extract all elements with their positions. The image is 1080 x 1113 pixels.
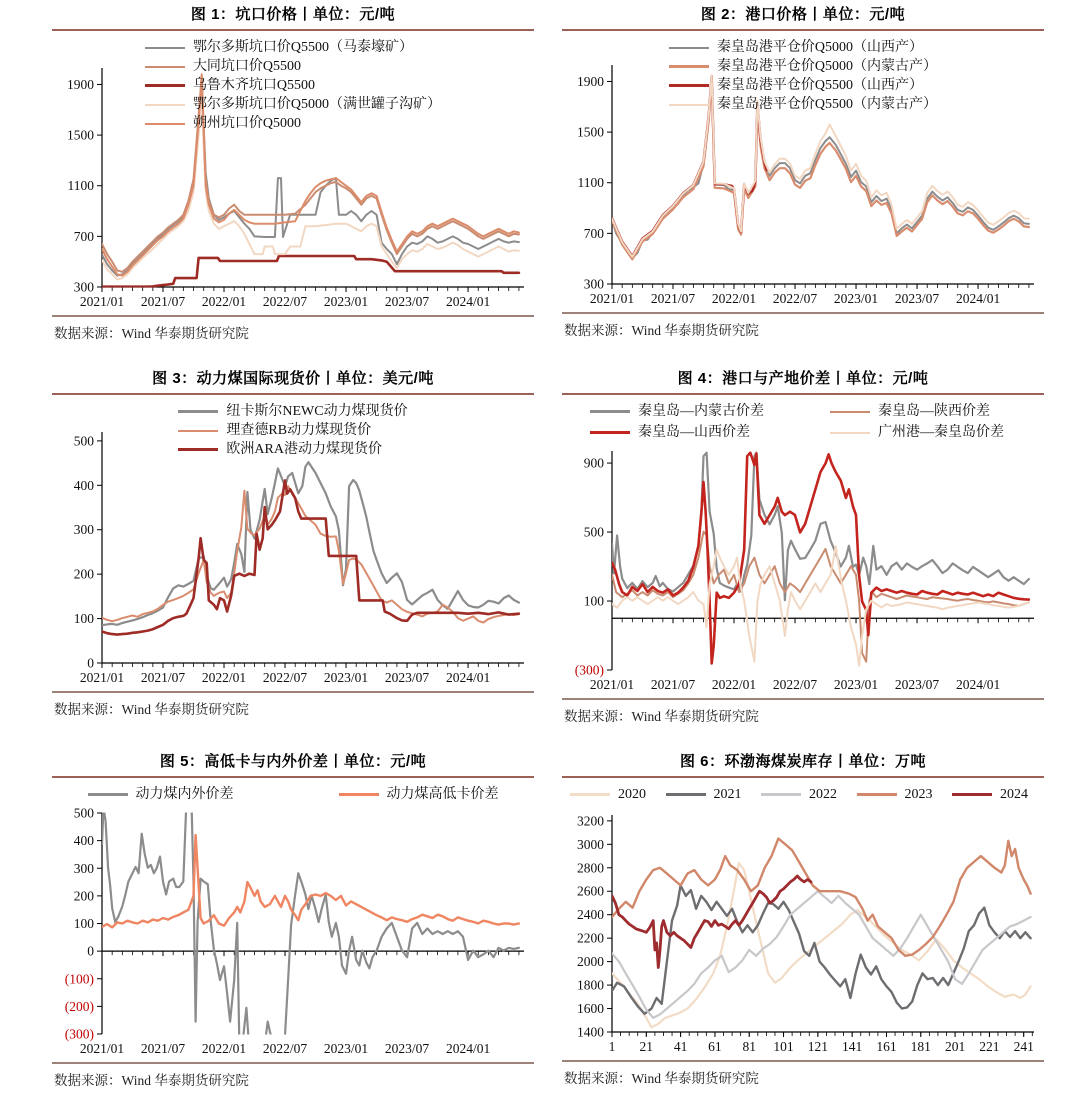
legend-label: 动力煤内外价差 (135, 787, 234, 802)
plot-area (52, 402, 534, 689)
legend-swatch (145, 104, 185, 106)
legend-swatch (666, 793, 706, 795)
legend-label: 2020 (618, 787, 646, 802)
svg-text:2021/01: 2021/01 (79, 294, 125, 309)
legend-label: 2023 (904, 787, 933, 802)
svg-text:1500: 1500 (67, 127, 94, 143)
svg-text:21: 21 (639, 1039, 654, 1054)
svg-text:2021/07: 2021/07 (140, 670, 186, 685)
legend-label: 纽卡斯尔NEWC动力煤现货价 (226, 404, 408, 419)
title-rule (562, 776, 1044, 778)
legend-swatch (830, 432, 870, 434)
legend-item (145, 76, 315, 95)
legend-item (590, 423, 830, 442)
title-rule (562, 29, 1044, 31)
svg-text:2024/01: 2024/01 (955, 291, 1001, 306)
svg-text:2400: 2400 (577, 907, 604, 923)
legend-item (178, 440, 382, 459)
svg-text:2024/01: 2024/01 (445, 294, 491, 309)
svg-text:2022/01: 2022/01 (201, 670, 247, 685)
legend-item (145, 95, 441, 114)
legend-item (669, 38, 923, 57)
legend-swatch (830, 411, 870, 413)
legend-label: 理查德RB动力煤现货价 (226, 423, 372, 438)
svg-text:2022/01: 2022/01 (201, 294, 247, 309)
svg-text:2000: 2000 (577, 954, 604, 970)
line-chart (52, 425, 534, 689)
legend-swatch (178, 448, 218, 451)
svg-text:2022/07: 2022/07 (262, 1041, 308, 1056)
svg-text:221: 221 (979, 1039, 1000, 1054)
svg-text:201: 201 (944, 1039, 966, 1054)
svg-text:2021/01: 2021/01 (79, 670, 125, 685)
svg-text:500: 500 (73, 805, 94, 821)
legend (178, 402, 407, 459)
svg-text:1800: 1800 (577, 977, 604, 993)
svg-text:2023/01: 2023/01 (323, 294, 369, 309)
legend-label: 动力煤高低卡价差 (386, 787, 499, 802)
legend-label: 朔州坑口价Q5000 (192, 116, 302, 131)
legend-item (145, 114, 301, 133)
svg-text:(100): (100) (64, 971, 94, 987)
legend-label: 欧洲ARA港动力煤现货价 (226, 442, 382, 457)
legend-label: 鄂尔多斯坑口价Q5500（马泰壕矿） (192, 40, 414, 55)
legend-item (145, 57, 301, 76)
svg-text:0: 0 (87, 943, 94, 959)
plot-area (562, 785, 1044, 1058)
legend (562, 402, 1044, 442)
svg-text:1900: 1900 (67, 76, 94, 92)
svg-text:2022/01: 2022/01 (711, 677, 757, 692)
svg-text:2023/07: 2023/07 (894, 291, 940, 306)
legend-item (145, 38, 413, 57)
legend-label: 秦皇岛港平仓价Q5000（山西产） (716, 40, 924, 55)
figure-title: 图 6：环渤海煤炭库存丨单位：万吨 (679, 753, 926, 770)
svg-text:2022/07: 2022/07 (772, 677, 818, 692)
figure-2-port-price (562, 2, 1044, 339)
title-rule (562, 393, 1044, 395)
source-note: 数据来源：Wind 华泰期货研究院 (54, 1073, 249, 1088)
svg-text:161: 161 (876, 1039, 897, 1054)
legend-swatch (669, 47, 709, 49)
legend-swatch (339, 793, 379, 795)
legend-label: 2024 (1000, 787, 1028, 802)
svg-text:(200): (200) (64, 998, 94, 1014)
svg-text:500: 500 (73, 433, 94, 449)
legend-label: 大同坑口价Q5500 (192, 59, 302, 74)
svg-text:0: 0 (87, 655, 94, 671)
svg-text:2024/01: 2024/01 (445, 670, 491, 685)
source-note: 数据来源：Wind 华泰期货研究院 (564, 1071, 759, 1086)
svg-text:61: 61 (708, 1039, 722, 1054)
figure-3-international-spot (52, 366, 534, 718)
title-rule (52, 29, 534, 31)
legend-label: 秦皇岛—内蒙古价差 (638, 404, 764, 419)
legend-swatch (857, 793, 897, 795)
legend-label: 秦皇岛—陕西价差 (878, 404, 990, 419)
svg-text:2800: 2800 (577, 860, 604, 876)
legend-item (830, 423, 1044, 442)
source-note: 数据来源：Wind 华泰期货研究院 (564, 323, 759, 338)
svg-text:400: 400 (73, 833, 94, 849)
line-chart (562, 444, 1044, 696)
svg-text:2200: 2200 (577, 930, 604, 946)
svg-text:1: 1 (608, 1039, 616, 1054)
svg-text:300: 300 (583, 276, 604, 292)
svg-text:2021/07: 2021/07 (140, 294, 186, 309)
figure-title: 图 5：高低卡与内外价差丨单位：元/吨 (159, 753, 427, 770)
legend-item (830, 402, 1044, 421)
figure-title: 图 3：动力煤国际现货价丨单位：美元/吨 (152, 370, 434, 387)
svg-text:2021/07: 2021/07 (650, 291, 696, 306)
svg-text:2023/07: 2023/07 (384, 294, 430, 309)
svg-text:400: 400 (73, 477, 94, 493)
legend-swatch (669, 84, 709, 86)
legend-item (669, 95, 937, 114)
svg-text:100: 100 (73, 611, 94, 627)
svg-text:300: 300 (73, 522, 94, 538)
figure-4-port-origin-spread (562, 366, 1044, 725)
svg-text:(300): (300) (574, 662, 604, 678)
svg-text:141: 141 (842, 1039, 863, 1054)
svg-text:41: 41 (673, 1039, 688, 1054)
svg-text:200: 200 (73, 566, 94, 582)
plot-area (52, 38, 534, 313)
svg-text:2023/01: 2023/01 (323, 1041, 369, 1056)
plot-area (562, 38, 1044, 310)
svg-text:300: 300 (73, 860, 94, 876)
legend-item (178, 421, 371, 440)
svg-text:2021/07: 2021/07 (140, 1041, 186, 1056)
svg-text:181: 181 (910, 1039, 931, 1054)
legend-label: 2021 (713, 787, 742, 802)
legend-label: 2022 (809, 787, 837, 802)
legend-item (952, 785, 1028, 804)
svg-text:1100: 1100 (577, 175, 604, 191)
source-note: 数据来源：Wind 华泰期货研究院 (54, 326, 249, 341)
svg-text:1400: 1400 (577, 1024, 604, 1040)
legend-swatch (145, 47, 185, 49)
legend-label: 乌鲁木齐坑口Q5500 (192, 78, 316, 93)
svg-text:700: 700 (73, 228, 94, 244)
svg-text:2021/01: 2021/01 (79, 1041, 125, 1056)
plot-area (562, 402, 1044, 696)
svg-text:2023/01: 2023/01 (323, 670, 369, 685)
legend-label: 鄂尔多斯坑口价Q5000（满世罐子沟矿） (192, 97, 442, 112)
svg-text:2022/07: 2022/07 (262, 670, 308, 685)
svg-text:101: 101 (773, 1039, 794, 1054)
svg-text:2022/01: 2022/01 (711, 291, 757, 306)
svg-text:3000: 3000 (577, 836, 604, 852)
svg-text:2021/01: 2021/01 (589, 291, 635, 306)
svg-text:2024/01: 2024/01 (445, 1041, 491, 1056)
svg-text:2021/01: 2021/01 (589, 677, 635, 692)
legend-item (88, 785, 234, 804)
svg-text:1600: 1600 (577, 1001, 604, 1017)
legend-swatch (669, 104, 709, 106)
legend-swatch (590, 431, 630, 434)
svg-text:700: 700 (583, 225, 604, 241)
legend-item (761, 785, 837, 804)
svg-text:300: 300 (73, 279, 94, 295)
legend-item (669, 57, 937, 76)
legend-swatch (145, 123, 185, 125)
legend-swatch (178, 430, 218, 432)
svg-text:2024/01: 2024/01 (955, 677, 1001, 692)
legend (145, 38, 441, 133)
svg-text:100: 100 (73, 916, 94, 931)
legend-item (590, 402, 830, 421)
svg-text:1900: 1900 (577, 73, 604, 89)
legend-item (669, 76, 923, 95)
svg-text:2023/01: 2023/01 (833, 677, 879, 692)
svg-text:2023/07: 2023/07 (894, 677, 940, 692)
figure-5-quality-inout-spread (52, 749, 534, 1089)
line-chart (562, 808, 1044, 1058)
source-note: 数据来源：Wind 华泰期货研究院 (54, 702, 249, 717)
legend-item (570, 785, 646, 804)
svg-text:1100: 1100 (67, 178, 94, 194)
legend (562, 785, 1044, 804)
svg-text:100: 100 (583, 593, 604, 609)
legend-swatch (590, 410, 630, 412)
legend-item (666, 785, 742, 804)
svg-text:200: 200 (73, 888, 94, 904)
svg-text:2022/01: 2022/01 (201, 1041, 247, 1056)
title-rule (52, 776, 534, 778)
svg-text:2023/07: 2023/07 (384, 670, 430, 685)
legend-label: 秦皇岛港平仓价Q5000（内蒙古产） (716, 59, 938, 74)
line-chart (52, 806, 534, 1060)
legend-label: 秦皇岛港平仓价Q5500（山西产） (716, 78, 924, 93)
figure-title: 图 4：港口与产地价差丨单位：元/吨 (677, 370, 929, 387)
svg-text:(300): (300) (64, 1026, 94, 1042)
svg-text:2022/07: 2022/07 (262, 294, 308, 309)
legend-swatch (88, 793, 128, 795)
legend-swatch (570, 793, 610, 795)
figure-6-bohai-coal-inventory (562, 749, 1044, 1087)
legend-swatch (952, 793, 992, 796)
svg-text:2022/07: 2022/07 (772, 291, 818, 306)
svg-text:121: 121 (807, 1039, 828, 1054)
svg-text:2023/01: 2023/01 (833, 291, 879, 306)
svg-text:3200: 3200 (577, 813, 604, 829)
figure-title: 图 2：港口价格丨单位：元/吨 (700, 6, 906, 23)
svg-text:2600: 2600 (577, 883, 604, 899)
svg-text:500: 500 (583, 524, 604, 540)
title-rule (52, 393, 534, 395)
legend-swatch (761, 793, 801, 795)
legend-swatch (145, 84, 185, 87)
plot-area (52, 785, 534, 1060)
legend-item (857, 785, 933, 804)
figure-title: 图 1：坑口价格丨单位：元/吨 (190, 6, 396, 23)
figure-1-pit-price (52, 2, 534, 342)
legend (52, 785, 534, 804)
svg-text:241: 241 (1013, 1039, 1034, 1054)
legend-swatch (178, 410, 218, 412)
legend (669, 38, 937, 114)
legend-item (339, 785, 499, 804)
svg-text:900: 900 (583, 455, 604, 471)
svg-text:1500: 1500 (577, 124, 604, 140)
legend-label: 广州港—秦皇岛价差 (878, 425, 1004, 440)
legend-label: 秦皇岛—山西价差 (638, 425, 750, 440)
legend-swatch (669, 65, 709, 67)
source-note: 数据来源：Wind 华泰期货研究院 (564, 709, 759, 724)
svg-text:2023/07: 2023/07 (384, 1041, 430, 1056)
legend-swatch (145, 66, 185, 68)
charts-grid (52, 2, 1060, 1113)
legend-item (178, 402, 407, 421)
svg-text:2021/07: 2021/07 (650, 677, 696, 692)
svg-text:81: 81 (742, 1039, 756, 1054)
legend-label: 秦皇岛港平仓价Q5500（内蒙古产） (716, 97, 938, 112)
